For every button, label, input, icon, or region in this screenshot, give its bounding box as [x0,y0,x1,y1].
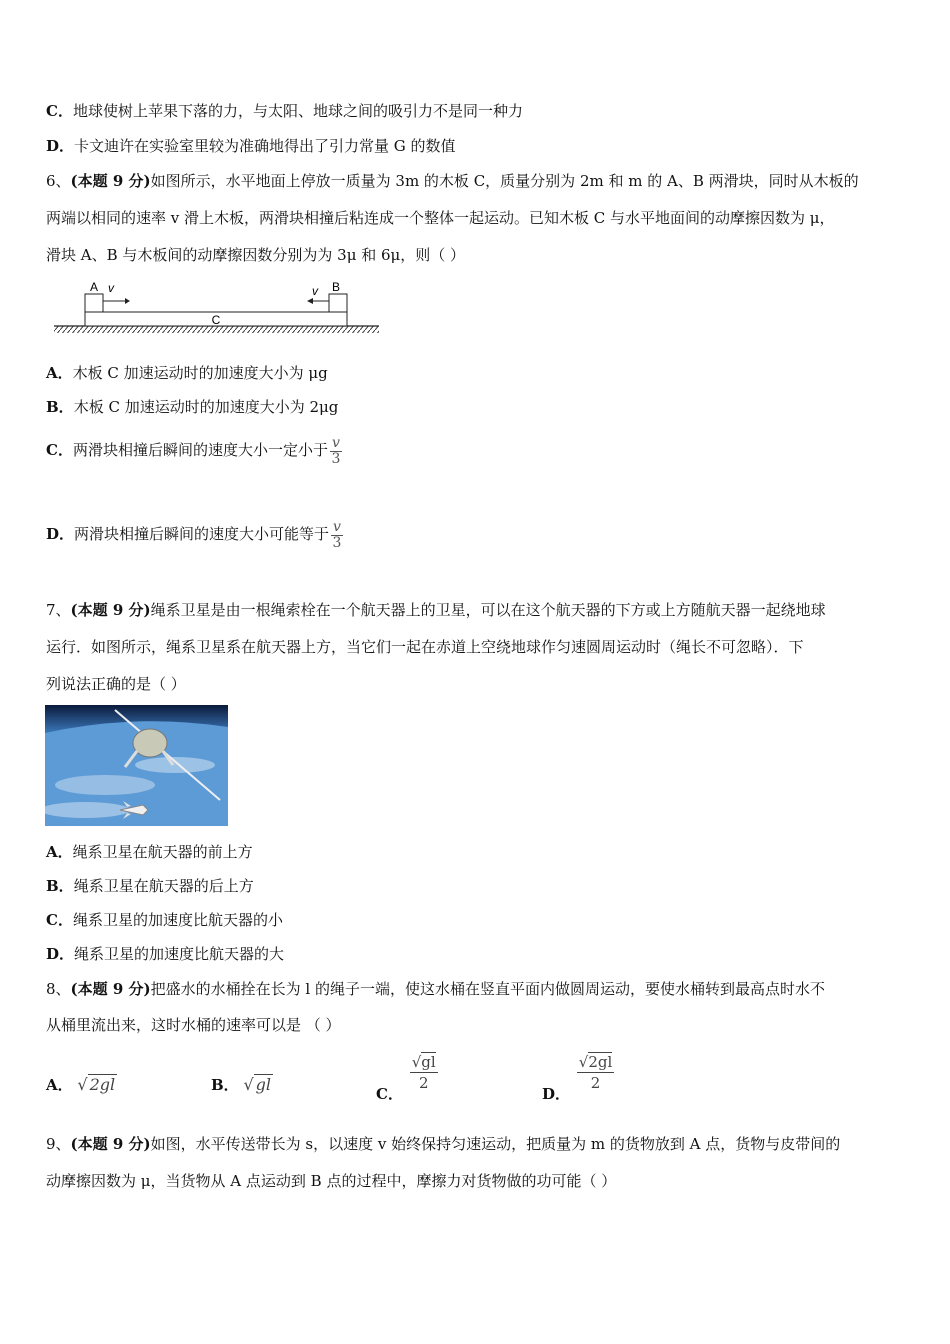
sqrt-expression: √ gl [243,1075,272,1094]
block-a-label: A [90,280,99,294]
q8-score: (本题 9 分) [70,980,151,998]
option-text: 木板 C 加速运动时的加速度大小为 2μg [73,398,339,416]
q8-number: 8、 [46,980,71,998]
q6-option-a [46,363,910,383]
option-label: A． [46,843,73,861]
option-text: 两滑块相撞后瞬间的速度大小一定小于 [72,441,328,459]
q8-option-b [211,1074,273,1095]
block-b-label: B [332,280,341,294]
block-a [85,294,103,312]
option-text: 卡文迪许在实验室里较为准确地得出了引力常量 G 的数值 [74,137,456,155]
ground-hatch [54,326,379,333]
block-b [329,294,347,312]
fraction [577,1052,615,1093]
q7-line2: 运行．如图所示，绳系卫星系在航天器上方，当它们一起在赤道上空绕地球作匀速圆周运动时（绳长不可忽略）．下 [46,638,804,656]
option-label: B． [211,1076,239,1094]
option-text: 绳系卫星的加速度比航天器的大 [74,945,285,963]
q9-line1 [46,1134,910,1154]
fraction-denominator: 2 [590,1074,601,1092]
q6-text: 如图所示，水平地面上停放一质量为 3m 的木板 C，质量分别为 2m 和 m 的 A、B 两滑块，同时从木板的 [150,172,859,190]
prev-option-d [46,136,910,156]
fraction-numerator: v [333,518,341,535]
q8-line1 [46,979,910,999]
q6-option-c [46,434,910,467]
q6-line3: 滑块 A、B 与木板间的动摩擦因数分别为为 3μ 和 6μ，则（ ） [46,246,466,264]
prev-option-c [46,101,910,121]
q7-score: (本题 9 分) [70,601,151,619]
option-label: C． [46,102,73,120]
q6-option-b [46,397,910,417]
q8-option-d [542,1052,614,1103]
fraction-denominator: 3 [331,450,341,467]
option-label: D． [46,137,75,155]
option-label: B． [46,398,74,416]
option-label: B． [46,877,74,895]
radicand: gl [421,1053,436,1071]
q8-option-c [376,1052,438,1103]
satellite [133,729,167,757]
q7-number: 7、 [46,601,71,619]
fraction-denominator: 3 [332,534,342,551]
fraction-numerator: √gl [411,1053,436,1071]
option-text: 绳系卫星的加速度比航天器的小 [72,911,283,929]
q7-line3: 列说法正确的是（ ） [46,675,186,693]
q7-tethered-satellite-photo [45,705,228,826]
option-label: C． [46,911,73,929]
q6-number: 6、 [46,172,71,190]
velocity-a-label: v [108,281,114,295]
option-label: D． [542,1084,571,1103]
q7-text: 绳系卫星是由一根绳索栓在一个航天器上的卫星，可以在这个航天器的下方或上方随航天器一起绕地球 [150,601,826,619]
fraction [331,520,343,551]
option-label: D． [46,525,75,543]
q8-line2: 从桶里流出来，这时水桶的速率可以是 （ ） [46,1016,341,1034]
option-label: A． [46,1076,73,1094]
fraction [330,436,342,467]
fraction-numerator: √2gl [578,1053,613,1071]
velocity-b-label: v [312,284,318,298]
q9-text: 如图，水平传送带长为 s，以速度 v 始终保持匀速运动，把质量为 m 的货物放到 A 点，货物与皮带间的 [150,1135,841,1153]
option-text: 地球使树上苹果下落的力，与太阳、地球之间的吸引力不是同一种力 [72,102,523,120]
fraction-denominator: 2 [418,1074,429,1092]
sqrt-expression: √ 2gl [77,1075,116,1094]
option-text: 两滑块相撞后瞬间的速度大小可能等于 [74,525,330,543]
velocity-a-arrowhead [125,298,130,304]
option-text: 绳系卫星在航天器的前上方 [72,843,253,861]
radicand: 2gl [89,1075,116,1094]
option-text: 绳系卫星在航天器的后上方 [73,877,254,895]
q7-option-d [46,944,910,964]
q9-number: 9、 [46,1135,71,1153]
option-text: 木板 C 加速运动时的加速度大小为 μg [72,364,328,382]
q8-option-a [46,1074,117,1095]
q6-option-d [46,518,910,551]
q9-line2: 动摩擦因数为 μ，当货物从 A 点运动到 B 点的过程中，摩擦力对货物做的功可能（ ） [46,1172,617,1190]
q6-line1 [46,171,910,191]
q8-text: 把盛水的水桶拴在长为 l 的绳子一端，使这水桶在竖直平面内做圆周运动，要使水桶转到最高点时水不 [150,980,825,998]
option-label: C． [376,1084,403,1103]
q6-score: (本题 9 分) [70,172,151,190]
q6-line2: 两端以相同的速率 v 滑上木板，两滑块相撞后粘连成一个整体一起运动。已知木板 C 与水平地面间的动摩擦因数为 μ， [46,209,835,227]
q9-score: (本题 9 分) [70,1135,151,1153]
fraction-numerator: v [331,434,340,451]
velocity-b-arrowhead [307,298,313,304]
board-c-label: C [211,313,221,327]
radicand: gl [255,1075,272,1094]
q7-line1 [46,600,910,620]
q6-board-figure [50,276,382,338]
option-label: D． [46,945,75,963]
q7-option-b [46,876,910,896]
radicand: 2gl [588,1053,613,1071]
fraction [410,1052,438,1093]
option-label: A． [46,364,73,382]
q7-option-a [46,842,910,862]
q7-option-c [46,910,910,930]
option-label: C． [46,441,73,459]
